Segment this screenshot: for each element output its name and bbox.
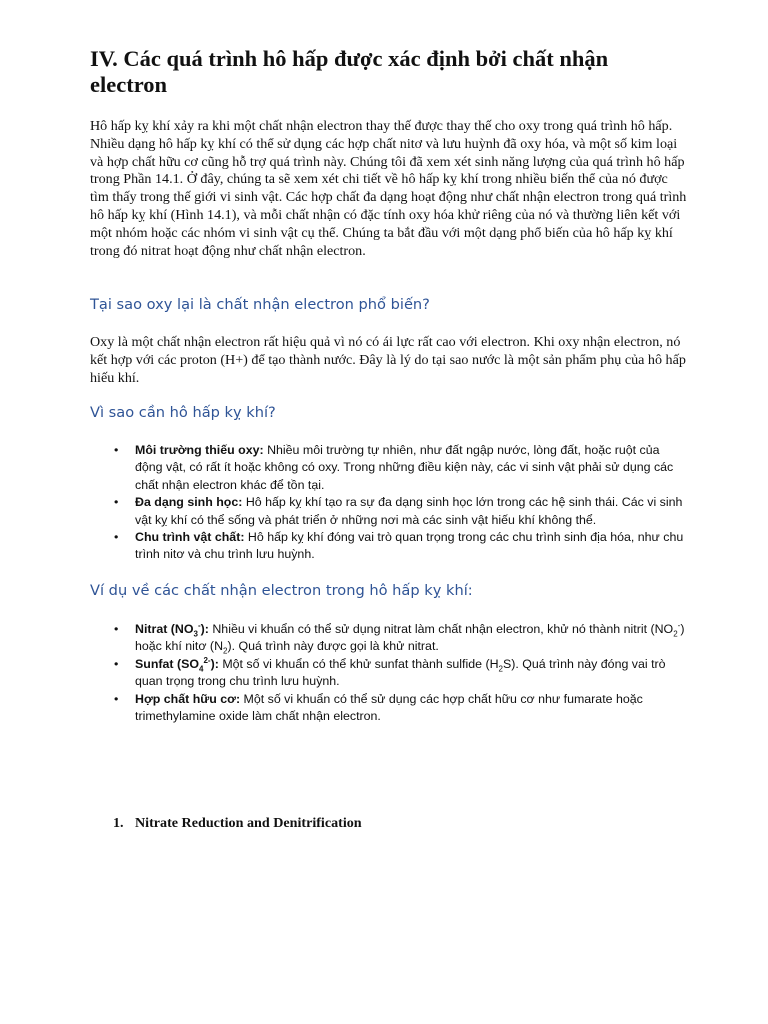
bullet-icon: • [114, 530, 119, 545]
heading-number: 1. [113, 815, 124, 831]
list-item-sulfate [90, 656, 690, 691]
heading-why-oxygen: Tại sao oxy lại là chất nhận electron phổ biến? [90, 296, 430, 313]
heading-text: Nitrate Reduction and Denitrification [135, 815, 362, 831]
list-item [90, 494, 690, 529]
item-term: Hợp chất hữu cơ: [135, 691, 241, 706]
bullet-icon: • [114, 622, 119, 636]
item-text: Một số vi khuẩn có thể khử sunfat thành sulfide $(H_2S)$. Quá trình này đóng vai trò quan trọng trong chu trình lưu huỳnh. [135, 656, 666, 689]
item-text: Một số vi khuẩn có thể sử dụng các hợp chất hữu cơ như fumarate hoặc trimethylamine oxide làm chất nhận electron. [135, 691, 643, 724]
examples-list [90, 621, 690, 725]
list-item-nitrate [90, 621, 690, 656]
item-term: Chu trình vật chất: [135, 530, 245, 545]
item-term: Môi trường thiếu oxy: [135, 443, 264, 457]
intro-paragraph: Hô hấp kỵ khí xảy ra khi một chất nhận electron thay thế được thay thế cho oxy trong quá trình hô hấp. Nhiều dạng hô hấp kỵ khí có thể sử dụng các hợp chất nitơ và lưu huỳnh đã oxy hóa, và một số kim loại và hợp chất hữu cơ cũng hỗ trợ quá trình này. Chúng tôi đã xem xét sinh năng lượng của quá trình hô hấp trong Phần 14.1. Ở đây, chúng ta sẽ xem xét chi tiết về hô hấp kỵ khí trong nhiều biến thể của nó được tìm thấy trong thế giới vi sinh vật. Các hợp chất đa dạng hoạt động như chất nhận electron trong quá trình hô hấp kỵ khí (Hình 14.1), và mỗi chất nhận có đặc tính oxy hóa khử riêng của nó và thường liên kết với một nhóm hoặc các nhóm vi sinh vật cụ thể. Chúng ta bắt đầu với một dạng phổ biến của hô hấp kỵ khí trong đó nitrat hoạt động như chất nhận electron. [90, 118, 687, 259]
document-title: IV. Các quá trình hô hấp được xác định bởi chất nhận electron [90, 46, 609, 97]
oxygen-paragraph: Oxy là một chất nhận electron rất hiệu quả vì nó có ái lực rất cao với electron. Khi oxy nhận electron, nó kết hợp với các proton (H+) để tạo thành nước. Đây là lý do tại sao nước là một sản phẩm phụ của hô hấp hiếu khí. [90, 334, 686, 386]
list-item-organic [90, 691, 690, 726]
list-item [90, 442, 690, 494]
bullet-icon: • [114, 443, 119, 457]
reasons-list [90, 442, 690, 564]
bullet-icon: • [114, 656, 119, 671]
item-term: Sunfat $(SO_4^{2-})$: [135, 655, 219, 674]
numbered-heading [113, 815, 362, 832]
bullet-icon: • [114, 691, 119, 706]
item-text: Nhiều vi khuẩn có thể sử dụng nitrat làm chất nhận electron, khử nó thành nitrit $(NO_2^-)$ hoặc khí nitơ $(N_2)$. Quá trình này được gọi là khử nitrat. [135, 620, 685, 656]
item-text: Nhiều môi trường tự nhiên, như đất ngập nước, lòng đất, hoặc ruột của động vật, có rất ít hoặc không có oxy. Trong những điều kiện này, các vi sinh vật phải sử dụng các chất nhận electron khác để tồn tại. [135, 443, 674, 492]
item-term: Nitrat $(NO_3^-)$: [135, 620, 209, 639]
list-item [90, 529, 690, 564]
bullet-icon: • [114, 495, 119, 510]
item-term: Đa dạng sinh học: [135, 495, 243, 510]
item-text: Hô hấp kỵ khí đóng vai trò quan trọng trong các chu trình sinh địa hóa, như chu trình nitơ và chu trình lưu huỳnh. [135, 530, 684, 562]
item-text: Hô hấp kỵ khí tạo ra sự đa dạng sinh học lớn trong các hệ sinh thái. Các vi sinh vật kỵ khí có thể sống và phát triển ở những nơi mà các sinh vật hiếu khí không thể. [135, 495, 683, 527]
heading-why-anaerobic: Vì sao cần hô hấp kỵ khí? [90, 404, 276, 421]
heading-examples: Ví dụ về các chất nhận electron trong hô hấp kỵ khí: [90, 582, 473, 599]
